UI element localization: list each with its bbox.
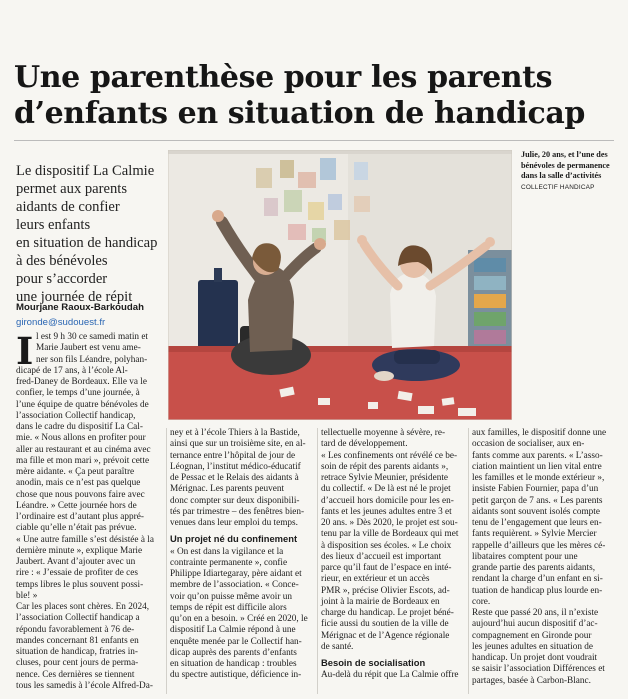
column-divider xyxy=(468,428,469,694)
body-line: de Pessac et le Relais des aidants à xyxy=(170,473,299,483)
body-line: Mérignac et de l’Agence régionale xyxy=(321,630,450,641)
body-line: Léandre. » Cette journée hors de xyxy=(16,500,137,511)
author-name: Mourjane Raoux-Barkoudah xyxy=(16,302,144,313)
body-line: petit garçon de 7 ans. « Les parents xyxy=(472,495,603,506)
body-line: mandes concernant 81 enfants en xyxy=(16,635,139,646)
body-line: des lieux d’accueil est important xyxy=(321,551,442,562)
byline xyxy=(16,302,166,328)
body-line: handicap. Un projet dont voudrait xyxy=(472,653,598,663)
body-line: Car les places sont chères. En 2024, xyxy=(16,602,150,612)
article-photo xyxy=(168,150,512,420)
body-line: « On est dans la vigilance et la xyxy=(170,546,284,557)
body-line: les jeunes adultes en situation de xyxy=(472,641,593,652)
body-line: ainsi que sur un troisième site, en al- xyxy=(170,439,306,450)
standfirst-line: une journée de répit xyxy=(16,289,133,305)
body-line: chose que nous pouvons faire avec xyxy=(16,489,145,500)
standfirst-line: à des bénévoles xyxy=(16,253,108,269)
body-line: tenu de l’engagement que leurs en- xyxy=(472,518,602,528)
photo-illustration xyxy=(168,150,512,420)
body-line: rendant la charge d’un enfant en si- xyxy=(472,574,603,585)
body-line: tous les samedis à l’école Alfred-Da- xyxy=(16,680,153,691)
body-line: mie. « Nous allons en profiter pour xyxy=(16,433,146,444)
article-column-2 xyxy=(170,428,314,682)
body-line: venues dans leur emploi du temps. xyxy=(170,518,298,528)
body-line: tenu par la ville de Bordeaux qui met xyxy=(321,529,459,540)
standfirst-line: aidants de confier xyxy=(16,199,120,215)
body-line: core. xyxy=(472,596,491,607)
body-line: membre de l’association. « Conce- xyxy=(170,580,299,591)
body-line: Au-delà du répit que La Calmie offre xyxy=(321,670,459,681)
body-line: ney et à l’école Thiers à la Bastide, xyxy=(170,428,300,438)
body-line: grande partie des parents aidants, xyxy=(472,563,596,573)
body-line: d’accueil hors domicile pour les en- xyxy=(321,495,454,506)
caption-line: dans la salle d’activités xyxy=(521,171,602,180)
photo-caption xyxy=(521,150,617,193)
body-line: à disposition ses écoles. « Le choix xyxy=(321,540,452,551)
column-divider xyxy=(166,428,167,694)
body-line: PMR », précise Olivier Escots, ad- xyxy=(321,585,450,596)
body-line: ma fille et mon mari », prévoit cette xyxy=(16,455,150,466)
body-line: l’association Collectif handicap a xyxy=(16,613,140,624)
body-line: répondu favorablement à 76 de- xyxy=(16,624,135,635)
body-line: contrainte permanente », confie xyxy=(170,557,288,568)
body-line: fants comme aux parents. « L’asso- xyxy=(472,450,603,461)
body-line: tuation de handicap plus lourde en- xyxy=(472,585,603,596)
body-line: temps de répit est difficile alors xyxy=(170,602,287,613)
body-line: ciable qu’elle n’était pas prévue. xyxy=(16,523,137,534)
drop-cap: I xyxy=(16,329,34,373)
body-line: fants requièrent. » Sylvie Mercier xyxy=(472,529,597,540)
body-line: parce qu’il faut de l’espace en inté- xyxy=(321,563,452,573)
article-column-4 xyxy=(472,428,618,687)
body-line: tellectuelle moyenne à sévère, re- xyxy=(321,428,446,438)
body-line: cluses, pour cent jours de perma- xyxy=(16,658,139,669)
body-line: Jaubert. Avant d’ajouter avec un xyxy=(16,557,136,567)
body-line: joint à la mairie de Bordeaux en xyxy=(321,596,440,607)
headline-line: d’enfants en situation de handicap xyxy=(14,96,585,131)
body-line: ble! » xyxy=(16,590,38,601)
body-line: partages, basée à Carbon-Blanc. xyxy=(472,675,591,686)
body-line: dicapé de 17 ans, à l’école Al- xyxy=(16,365,128,376)
body-line: « Une autre famille s’est désistée à la xyxy=(16,534,154,545)
headline-line: Une parenthèse pour les parents xyxy=(14,60,553,95)
body-line: ternance entre l’hôpital de jour de xyxy=(170,450,296,461)
body-line: de santé. xyxy=(321,641,354,652)
body-line: rappelle d’ailleurs que les mères cé- xyxy=(472,540,606,551)
body-line: l est 9 h 30 ce samedi matin et xyxy=(36,332,148,342)
caption-line: bénévoles de permanence xyxy=(521,160,610,170)
body-line: enquête menée par le Collectif han- xyxy=(170,636,302,647)
body-line: charge du handicap. Le projet béné- xyxy=(321,608,454,618)
body-line: occasion de socialiser, aux en- xyxy=(472,439,585,450)
body-line: donc compter sur deux disponibili- xyxy=(170,495,300,506)
column-divider xyxy=(317,428,318,694)
body-line: insiste Fabien Fournier, papa d’un xyxy=(472,484,599,495)
body-line: rieur, en extérieur et un accès xyxy=(321,574,430,585)
body-line: dicap auprès des parents d’enfants xyxy=(170,647,297,658)
body-line: mère aidante. « Ça peut paraître xyxy=(16,467,135,477)
article-column-3 xyxy=(321,428,466,682)
body-line: fred-Daney de Bordeaux. Elle va le xyxy=(16,377,147,387)
body-line: rire : « J’essaie de profiter de ces xyxy=(16,568,138,579)
body-line: les familles et le monde extérieur », xyxy=(472,473,605,483)
body-line: ciation maintient un lien vital entre xyxy=(472,461,602,472)
caption-line: Julie, 20 ans, et l’une des xyxy=(521,150,608,159)
article-column-1 xyxy=(16,329,164,692)
body-line: Marie Jaubert est venu ame- xyxy=(36,343,141,354)
headline xyxy=(14,60,614,132)
body-line: qu’on en a besoin. » Créé en 2020, le xyxy=(170,614,308,624)
standfirst-line: en situation de handicap xyxy=(16,235,158,251)
body-line: temps libres le plus souvent possi- xyxy=(16,579,144,590)
body-line: aux familles, le dispositif donne une xyxy=(472,428,607,438)
standfirst-line: Le dispositif La Calmie xyxy=(16,163,155,179)
subheading: Un projet né du confinement xyxy=(170,533,298,545)
standfirst-line: pour s’accorder xyxy=(16,271,108,287)
body-line: situation de handicap, fratries in- xyxy=(16,647,139,657)
body-line: l’ordinaire est d’autant plus appré- xyxy=(16,512,144,522)
body-line: compagnement en Gironde pour xyxy=(472,630,592,641)
body-line: 20 ans. » Dès 2020, le projet est sou- xyxy=(321,518,458,528)
body-line: tés par trimestre – des fenêtres bien- xyxy=(170,506,305,517)
photo-credit: COLLECTIF HANDICAP xyxy=(521,183,595,191)
body-line: dispositif La Calmie répond à une xyxy=(170,625,296,636)
body-line: retrace Sylvie Meunier, présidente xyxy=(321,473,449,483)
body-line: « Les confinements ont révélé ce be- xyxy=(321,450,458,461)
standfirst xyxy=(16,162,166,306)
body-line: dans le cadre du dispositif La Cal- xyxy=(16,422,143,432)
body-line: aller au restaurant et au cinéma avec xyxy=(16,444,151,455)
body-line: du spectre autistique, déficience in- xyxy=(170,670,302,681)
standfirst-line: permet aux parents xyxy=(16,181,128,197)
body-line: voir qu’on puisse même avoir un xyxy=(170,591,293,602)
body-line: l’association Collectif handicap, xyxy=(16,410,136,421)
body-line: dernière minute », explique Marie xyxy=(16,545,143,556)
headline-rule xyxy=(14,140,614,141)
body-line: nence. Ces dernières se tiennent xyxy=(16,669,135,680)
author-email[interactable]: gironde@sudouest.fr xyxy=(16,317,106,328)
body-line: ner son fils Léandre, polyhan- xyxy=(36,354,148,365)
body-line: Léognan, l’institut médico-éducatif xyxy=(170,461,301,472)
body-line: anodin, mais ce n’est pas quelque xyxy=(16,478,141,489)
body-line: aujourd’hui aucun dispositif d’ac- xyxy=(472,619,598,630)
body-line: soin de répit des parents aidants », xyxy=(321,461,449,472)
body-line: tard de développement. xyxy=(321,439,408,450)
body-line: l’une équipe de quatre bénévoles de xyxy=(16,399,149,410)
standfirst-line: leurs enfants xyxy=(16,217,91,233)
body-line: en situation de handicap : troubles xyxy=(170,659,297,669)
body-line: libataires comptent pour une xyxy=(472,551,578,562)
body-line: fants et les jeunes adultes entre 3 et xyxy=(321,506,452,517)
body-line: Reste que passé 20 ans, il n’existe xyxy=(472,608,599,618)
body-line: Mérignac. Les parents peuvent xyxy=(170,484,285,495)
body-line: se saisir l’association Différences et xyxy=(472,664,605,675)
body-line: du collectif. « De là est né le projet xyxy=(321,484,451,495)
body-line: aidants sont souvent isolés compte xyxy=(472,506,600,517)
body-line: confier, le temps d’une journée, à xyxy=(16,388,140,399)
subheading: Besoin de socialisation xyxy=(321,657,426,668)
body-line: Philippe Idiartegaray, père aidant et xyxy=(170,569,302,579)
body-line: ficie aussi du soutien de la ville de xyxy=(321,619,449,630)
